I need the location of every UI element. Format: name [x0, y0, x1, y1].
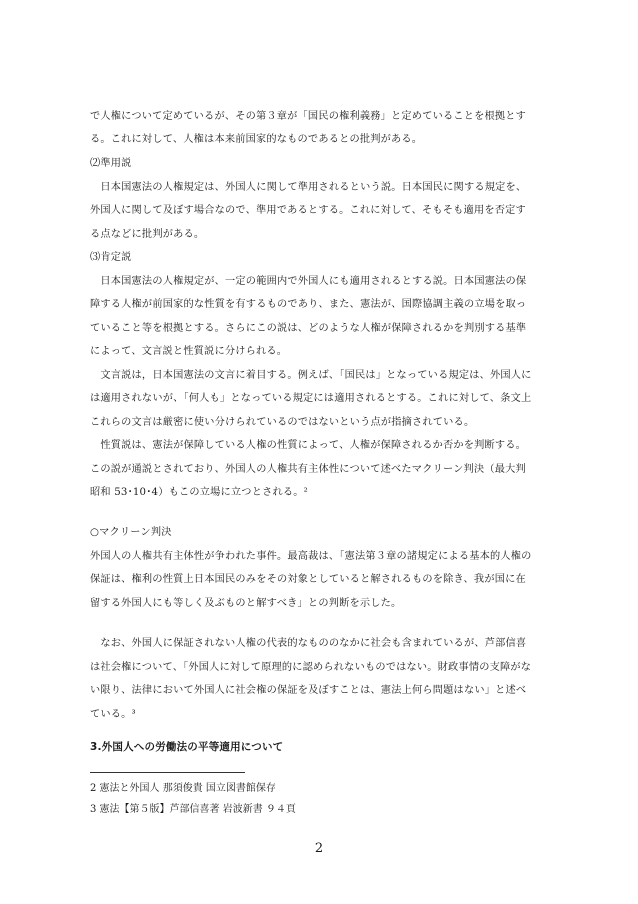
footnote-divider	[90, 772, 245, 773]
body-line: この説が通説とされており、外国人の人権共有主体性について述べたマクリーン判決（最大判	[90, 464, 526, 475]
body-line: ていること等を根拠とする。さらにこの説は、どのような人権が保障されるかを判別する基準	[90, 323, 527, 334]
body-line: によって、文言説と性質説に分けられる。	[90, 346, 288, 357]
body-line: 文言説は，日本国憲法の文言に着目する。例えば、「国民は」となっている規定は、外国人に	[90, 370, 532, 381]
body-line: これらの文言は厳密に使い分けられているのではないという点が指摘されている。	[90, 417, 475, 428]
body-line: 保証は、権利の性質上日本国民のみをその対象としていると解されるものを除き、我が国に在	[90, 574, 526, 585]
body-line: 外国人の人権共有主体性が争われた事件。最高裁は、「憲法第３章の諸規定による基本的人権の	[90, 551, 532, 562]
body-line: ている。³	[90, 709, 136, 720]
body-line: 留する外国人にも等しく及ぶものと解すべき」との判断を示した。	[90, 598, 402, 609]
subheading-mclean-case: ○マクリーン判決	[90, 527, 172, 538]
page-number: 2	[314, 841, 324, 856]
body-line: 昭和 53･10･4）もこの立場に立つとされる。²	[90, 487, 308, 498]
body-line: は社会権について、「外国人に対して原理的に認められないものではない。財政事情の支障がな	[90, 662, 532, 673]
body-line: 障する人権が前国家的な性質を有するものであり、また、憲法が、国際協調主義の立場を取っ	[90, 299, 527, 310]
body-line: で人権について定めているが、その第３章が「国民の権利義務」と定めていることを根拠とす	[90, 111, 527, 122]
footnote-2: 2 憲法と外国人 那須俊貴 国立図書館保存	[90, 783, 276, 794]
body-line: 性質説は、憲法が保障している人権の性質によって、人権が保障されるか否かを判断する。	[90, 440, 527, 451]
body-line: る。これに対して、人権は本来前国家的なものであるとの批判がある。	[90, 134, 423, 145]
body-line: は適用されないが、「何人も」となっている規定には適用されるとする。これに対して、条文上	[90, 393, 532, 404]
body-line: る点などに批判がある。	[90, 229, 205, 240]
body-line: 日本国憲法の人権規定は、外国人に関して準用されるという説。日本国民に関する規定を、	[90, 182, 527, 193]
footnote-3: 3 憲法【第５版】芦部信喜著 岩波新書 ９４頁	[90, 804, 296, 815]
subheading-affirmative: ⑶肯定説	[90, 252, 132, 263]
body-line: 外国人に関して及ぼす場合なので、準用であるとする。これに対して、そもそも適用を否定す	[90, 205, 526, 216]
subheading-deemed-application: ⑵準用説	[90, 158, 132, 169]
body-line: 日本国憲法の人権規定が、一定の範囲内で外国人にも適用されるとする説。日本国憲法の保	[90, 276, 527, 287]
section-heading: 3.外国人への労働法の平等適用について	[90, 741, 284, 753]
body-line: なお、外国人に保証されない人権の代表的なもののなかに社会も含まれているが、芦部信喜	[90, 638, 527, 649]
body-line: い限り、法律において外国人に社会権の保証を及ぼすことは、憲法上何ら問題はない」と述べ	[90, 685, 527, 696]
